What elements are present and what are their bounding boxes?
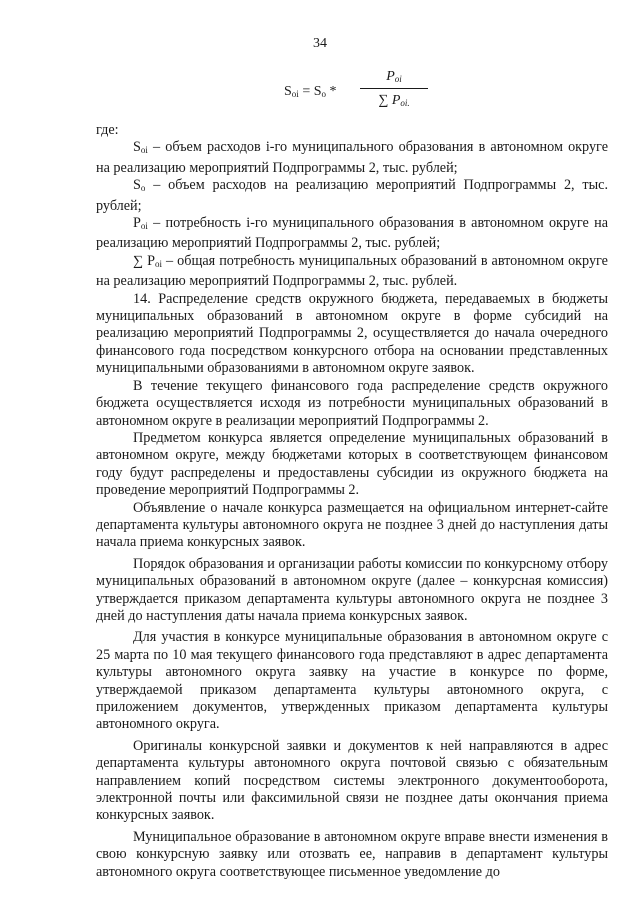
page-number: 34 xyxy=(313,36,327,51)
definition-soi xyxy=(96,139,608,177)
allocation-formula xyxy=(284,66,484,124)
paragraph-participation: Для участия в конкурсе муниципальные образования в автономном округе с 25 марта по 10 мая текущего финансового года представляют в адрес департамента культуры автономного округа заявку на участие в конкурсе по форме, утверждаемой приказом департамента культуры автономного округа, с приложением документов, утвержденных приказом департамента культуры автономного округа. xyxy=(96,629,608,733)
formula-denominator xyxy=(364,89,424,111)
definition-poi xyxy=(96,215,608,253)
denominator-p: P xyxy=(391,93,401,108)
definition-subscript: oi xyxy=(140,221,148,232)
definition-subscript: oi xyxy=(140,145,148,156)
formula-so-subscript: o xyxy=(321,89,326,99)
formula-equals-so: = S xyxy=(298,84,322,99)
definition-so xyxy=(96,177,608,215)
where-label: где: xyxy=(96,122,119,138)
denominator-subscript: oi. xyxy=(400,98,410,108)
numerator-p: P xyxy=(386,69,395,84)
definition-text: – потребность i-го муниципального образования в автономном округе на реализацию мероприятий Подпрограммы 2, тыс. рублей; xyxy=(96,215,608,252)
paragraph-current-year: В течение текущего финансового года распределение средств окружного бюджета осуществляется исходя из потребности муниципальных образований в автономном округе в реализации мероприятий Подпрограммы 2. xyxy=(96,377,608,429)
paragraph-changes: Муниципальное образование в автономном округе вправе внести изменения в свою конкурсную заявку или отозвать ее, направив в департамент культуры автономного округа соответствующее письменное уведомление до xyxy=(96,828,608,880)
numerator-subscript: oi xyxy=(394,74,402,84)
definition-symbol: P xyxy=(133,215,141,232)
formula-left-side xyxy=(284,84,337,100)
paragraph-originals: Оригиналы конкурсной заявки и документов к ней направляются в адрес департамента культуры автономного округа почтовой связью с обязательным направлением копий посредством системы электронного документооборота, электронной почты или факсимильной связи не позднее даты окончания приема конкурсных заявок. xyxy=(96,737,608,824)
definition-text: – объем расходов на реализацию мероприятий Подпрограммы 2, тыс. рублей; xyxy=(96,177,608,214)
paragraph-announcement: Объявление о начале конкурса размещается на официальном интернет-сайте департамента культуры автономного округа не позднее 3 дней до наступления даты начала приема конкурсных заявок. xyxy=(96,499,608,551)
definition-text: – общая потребность муниципальных образований в автономном округе на реализацию мероприятий Подпрограммы 2, тыс. рублей. xyxy=(96,252,608,290)
paragraph-14: 14. Распределение средств окружного бюджета, передаваемых в бюджеты муниципальных образований в автономном округе в форме субсидий на реализацию мероприятий Подпрограммы 2, осуществляется до начала очередного финансового года посредством конкурсного отбора на основании представленных муниципальными образованиями в автономном округе заявок. xyxy=(96,290,608,377)
definition-symbol: ∑ P xyxy=(133,252,156,269)
paragraph-contest-subject: Предметом конкурса является определение муниципальных образований в автономном округе, между бюджетами которых в соответствующем финансовом году будут распределены и предоставлены субсидии из окружного бюджета на проведение мероприятий Подпрограммы 2. xyxy=(96,429,608,499)
definition-sum-poi xyxy=(96,253,608,291)
paragraph-commission: Порядок образования и организации работы комиссии по конкурсному отбору муниципальных образований в автономном округе (далее – конкурсная комиссия) утверждается приказом департамента культуры автономного округа не позднее 3 дней до наступления даты начала приема конкурсных заявок. xyxy=(96,555,608,624)
definition-symbol: S xyxy=(133,139,141,156)
sum-sign: ∑ xyxy=(378,93,392,108)
definition-subscript: oi xyxy=(155,258,163,269)
formula-fraction xyxy=(364,66,424,111)
formula-s-subscript: oi xyxy=(291,89,299,99)
formula-s-symbol: S xyxy=(284,84,292,99)
formula-numerator xyxy=(364,66,424,88)
definition-subscript: o xyxy=(140,183,146,194)
definition-symbol: S xyxy=(133,177,141,194)
definition-text: – объем расходов i-го муниципального образования в автономном округе на реализацию мероприятий Подпрограммы 2, тыс. рублей; xyxy=(96,139,608,176)
formula-times: * xyxy=(326,84,337,99)
document-body xyxy=(96,122,608,881)
